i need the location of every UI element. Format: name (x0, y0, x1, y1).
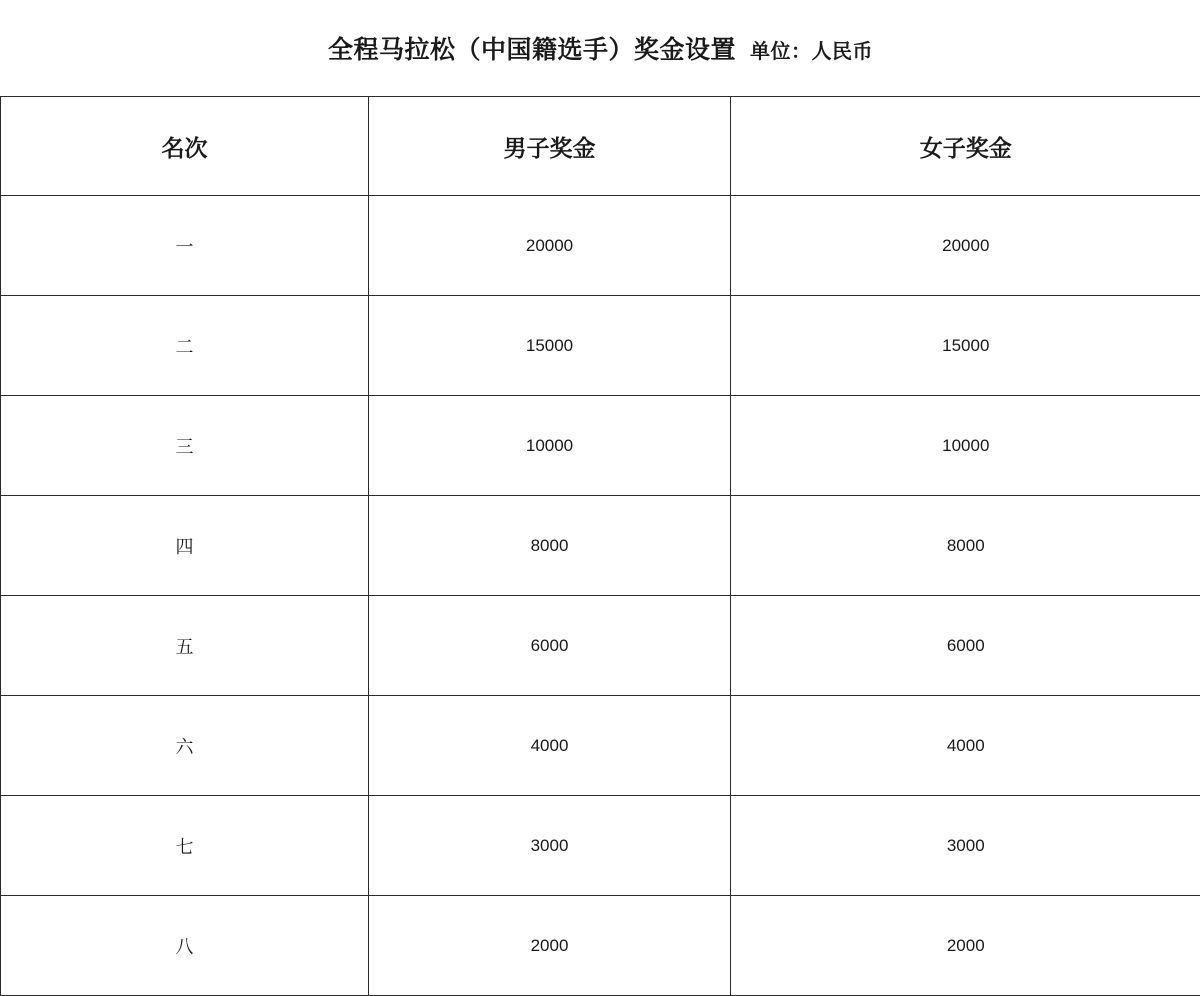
table-row (1, 896, 1200, 996)
cell-men-prize: 10000 (369, 396, 731, 496)
cell-rank: 五 (1, 596, 369, 696)
table-row (1, 396, 1200, 496)
cell-rank: 二 (1, 296, 369, 396)
cell-rank: 八 (1, 896, 369, 996)
cell-men-prize: 2000 (369, 896, 731, 996)
table-row (1, 196, 1200, 296)
cell-men-prize: 20000 (369, 196, 731, 296)
cell-men-prize: 4000 (369, 696, 731, 796)
cell-women-prize: 10000 (731, 396, 1200, 496)
cell-women-prize: 20000 (731, 196, 1200, 296)
cell-women-prize: 8000 (731, 496, 1200, 596)
column-header-women-prize: 女子奖金 (731, 97, 1200, 196)
column-header-men-prize: 男子奖金 (369, 97, 731, 196)
unit-label: 单位：人民币 (750, 41, 873, 63)
table-row (1, 696, 1200, 796)
cell-men-prize: 15000 (369, 296, 731, 396)
page-title (1, 0, 1200, 97)
cell-women-prize: 2000 (731, 896, 1200, 996)
cell-rank: 一 (1, 196, 369, 296)
table-row (1, 596, 1200, 696)
cell-men-prize: 6000 (369, 596, 731, 696)
cell-women-prize: 15000 (731, 296, 1200, 396)
cell-rank: 六 (1, 696, 369, 796)
title-text: 全程马拉松（中国籍选手）奖金设置 (328, 36, 736, 64)
cell-rank: 四 (1, 496, 369, 596)
column-header-rank: 名次 (1, 97, 369, 196)
cell-women-prize: 4000 (731, 696, 1200, 796)
table-title-row (1, 0, 1200, 97)
cell-rank: 七 (1, 796, 369, 896)
cell-women-prize: 3000 (731, 796, 1200, 896)
cell-men-prize: 3000 (369, 796, 731, 896)
table-row (1, 796, 1200, 896)
cell-women-prize: 6000 (731, 596, 1200, 696)
table-header-row (1, 97, 1200, 196)
table-row (1, 296, 1200, 396)
cell-men-prize: 8000 (369, 496, 731, 596)
table-row (1, 496, 1200, 596)
cell-rank: 三 (1, 396, 369, 496)
